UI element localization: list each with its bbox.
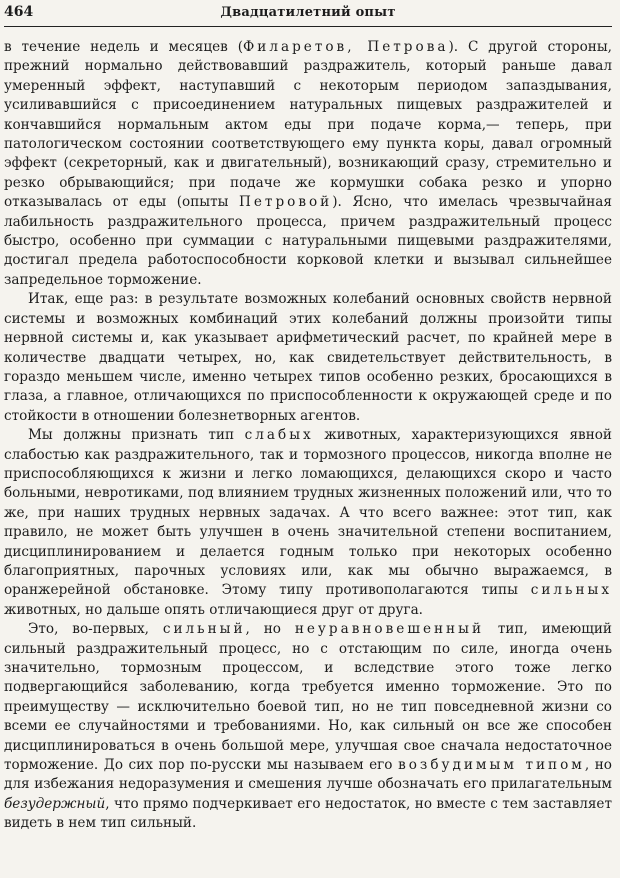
paragraph-3: Мы должны признать тип слабых животных, характеризующихся явной слабостью как раздражительного, так и тормозного процессов, никогда вполне не приспособляющихся к жизни и легко ломающихся, делающихся скоро и часто больными, невротиками, под влиянием трудных жизненных положений или, что то же, при наших трудных нервных задачах. А что всего важнее: этот тип, как правило, не может быть улучшен в очень значительной степени воспитанием, дисциплинированием и делается годным только при некоторых особенно благоприятных, парочных условиях или, как мы обычно выражаемся, в оранжерейной обстановке. Этому типу противополагаются типы сильных животных, но дальше опять отличающиеся друг от друга.: [4, 427, 612, 618]
emphasis-strong: сильных: [530, 582, 612, 599]
running-title: Двадцатилетний опыт: [220, 5, 396, 20]
emphasis-excitable-type: возбудимым типом: [398, 757, 585, 774]
paragraph-1: в течение недель и месяцев (Филаретов, Петрова). С другой стороны, прежний нормально действовавший раздражитель, который раньше давал умеренный эффект, наступавший с некоторым периодом запаздывания, усиливавшийся с присоединением натуральных пищевых раздражителей и кончавшийся нормальным актом еды при подаче корма,— теперь, при патологическом состоянии соответствующего ему пункта коры, давал огромный эффект (секреторный, как и двигательный), возникающий сразу, стремительно и резко обрывающийся; при подаче же кормушки собака резко и упорно отказывалась от еды (опыты Петровой). Ясно, что имелась чрезвычайная лабильность раздражительного процесса, причем раздражительный процесс быстро, особенно при суммации с натуральными пищевыми раздражителями, достигал предела работоспособности корковой клетки и вызывал сильнейшее запредельное торможение.: [4, 39, 612, 288]
emphasis-authors: Филаретов, Петрова: [243, 39, 449, 55]
emphasis-strong-type: сильный: [162, 621, 246, 638]
emphasis-author: Петровой: [239, 194, 333, 211]
header-rule: [4, 26, 612, 27]
paragraph-4: Это, во-первых, сильный, но неуравновешенный тип, имеющий сильный раздражительный процесс, но с отстающим по силе, иногда очень значительно, тормозным процессом, и вследствие этого тоже легко подвергающийся заболеванию, когда требуется именно торможение. Это по преимуществу — исключительно боевой тип, но не тип повседневной жизни со всеми ее случайностями и требованиями. Но, как сильный он все же способен дисциплинироваться в очень большой мере, улучшая свое сначала недостаточное торможение. До сих пор по-русски мы называем его возбудимым типом, но для избежания недоразумения и смешения лучше обозначать его прилагательным безудержный, что прямо подчеркивает его недостаток, но вместе с тем заставляет видеть в нем тип сильный.: [4, 621, 612, 832]
emphasis-unbalanced: неуравновешенный: [294, 621, 485, 638]
page-number: 464: [4, 4, 34, 20]
page-body: [4, 38, 612, 834]
page-header: [4, 4, 612, 24]
emphasis-unrestrained: безудержный: [4, 795, 106, 812]
emphasis-weak: слабых: [244, 427, 314, 444]
paragraph-2: Итак, еще раз: в результате возможных колебаний основных свойств нервной системы и возможных комбинаций этих колебаний должны произойти типы нервной системы и, как указывает арифметический расчет, по крайней мере в количестве двадцати четырех, но, как свидетельствует действительность, в гораздо меньшем числе, именно четырех типов особенно резких, бросающихся в глаза, а главное, отличающихся по приспособленности к окружающей среде и по стойкости в отношении болезнетворных агентов.: [4, 291, 612, 424]
